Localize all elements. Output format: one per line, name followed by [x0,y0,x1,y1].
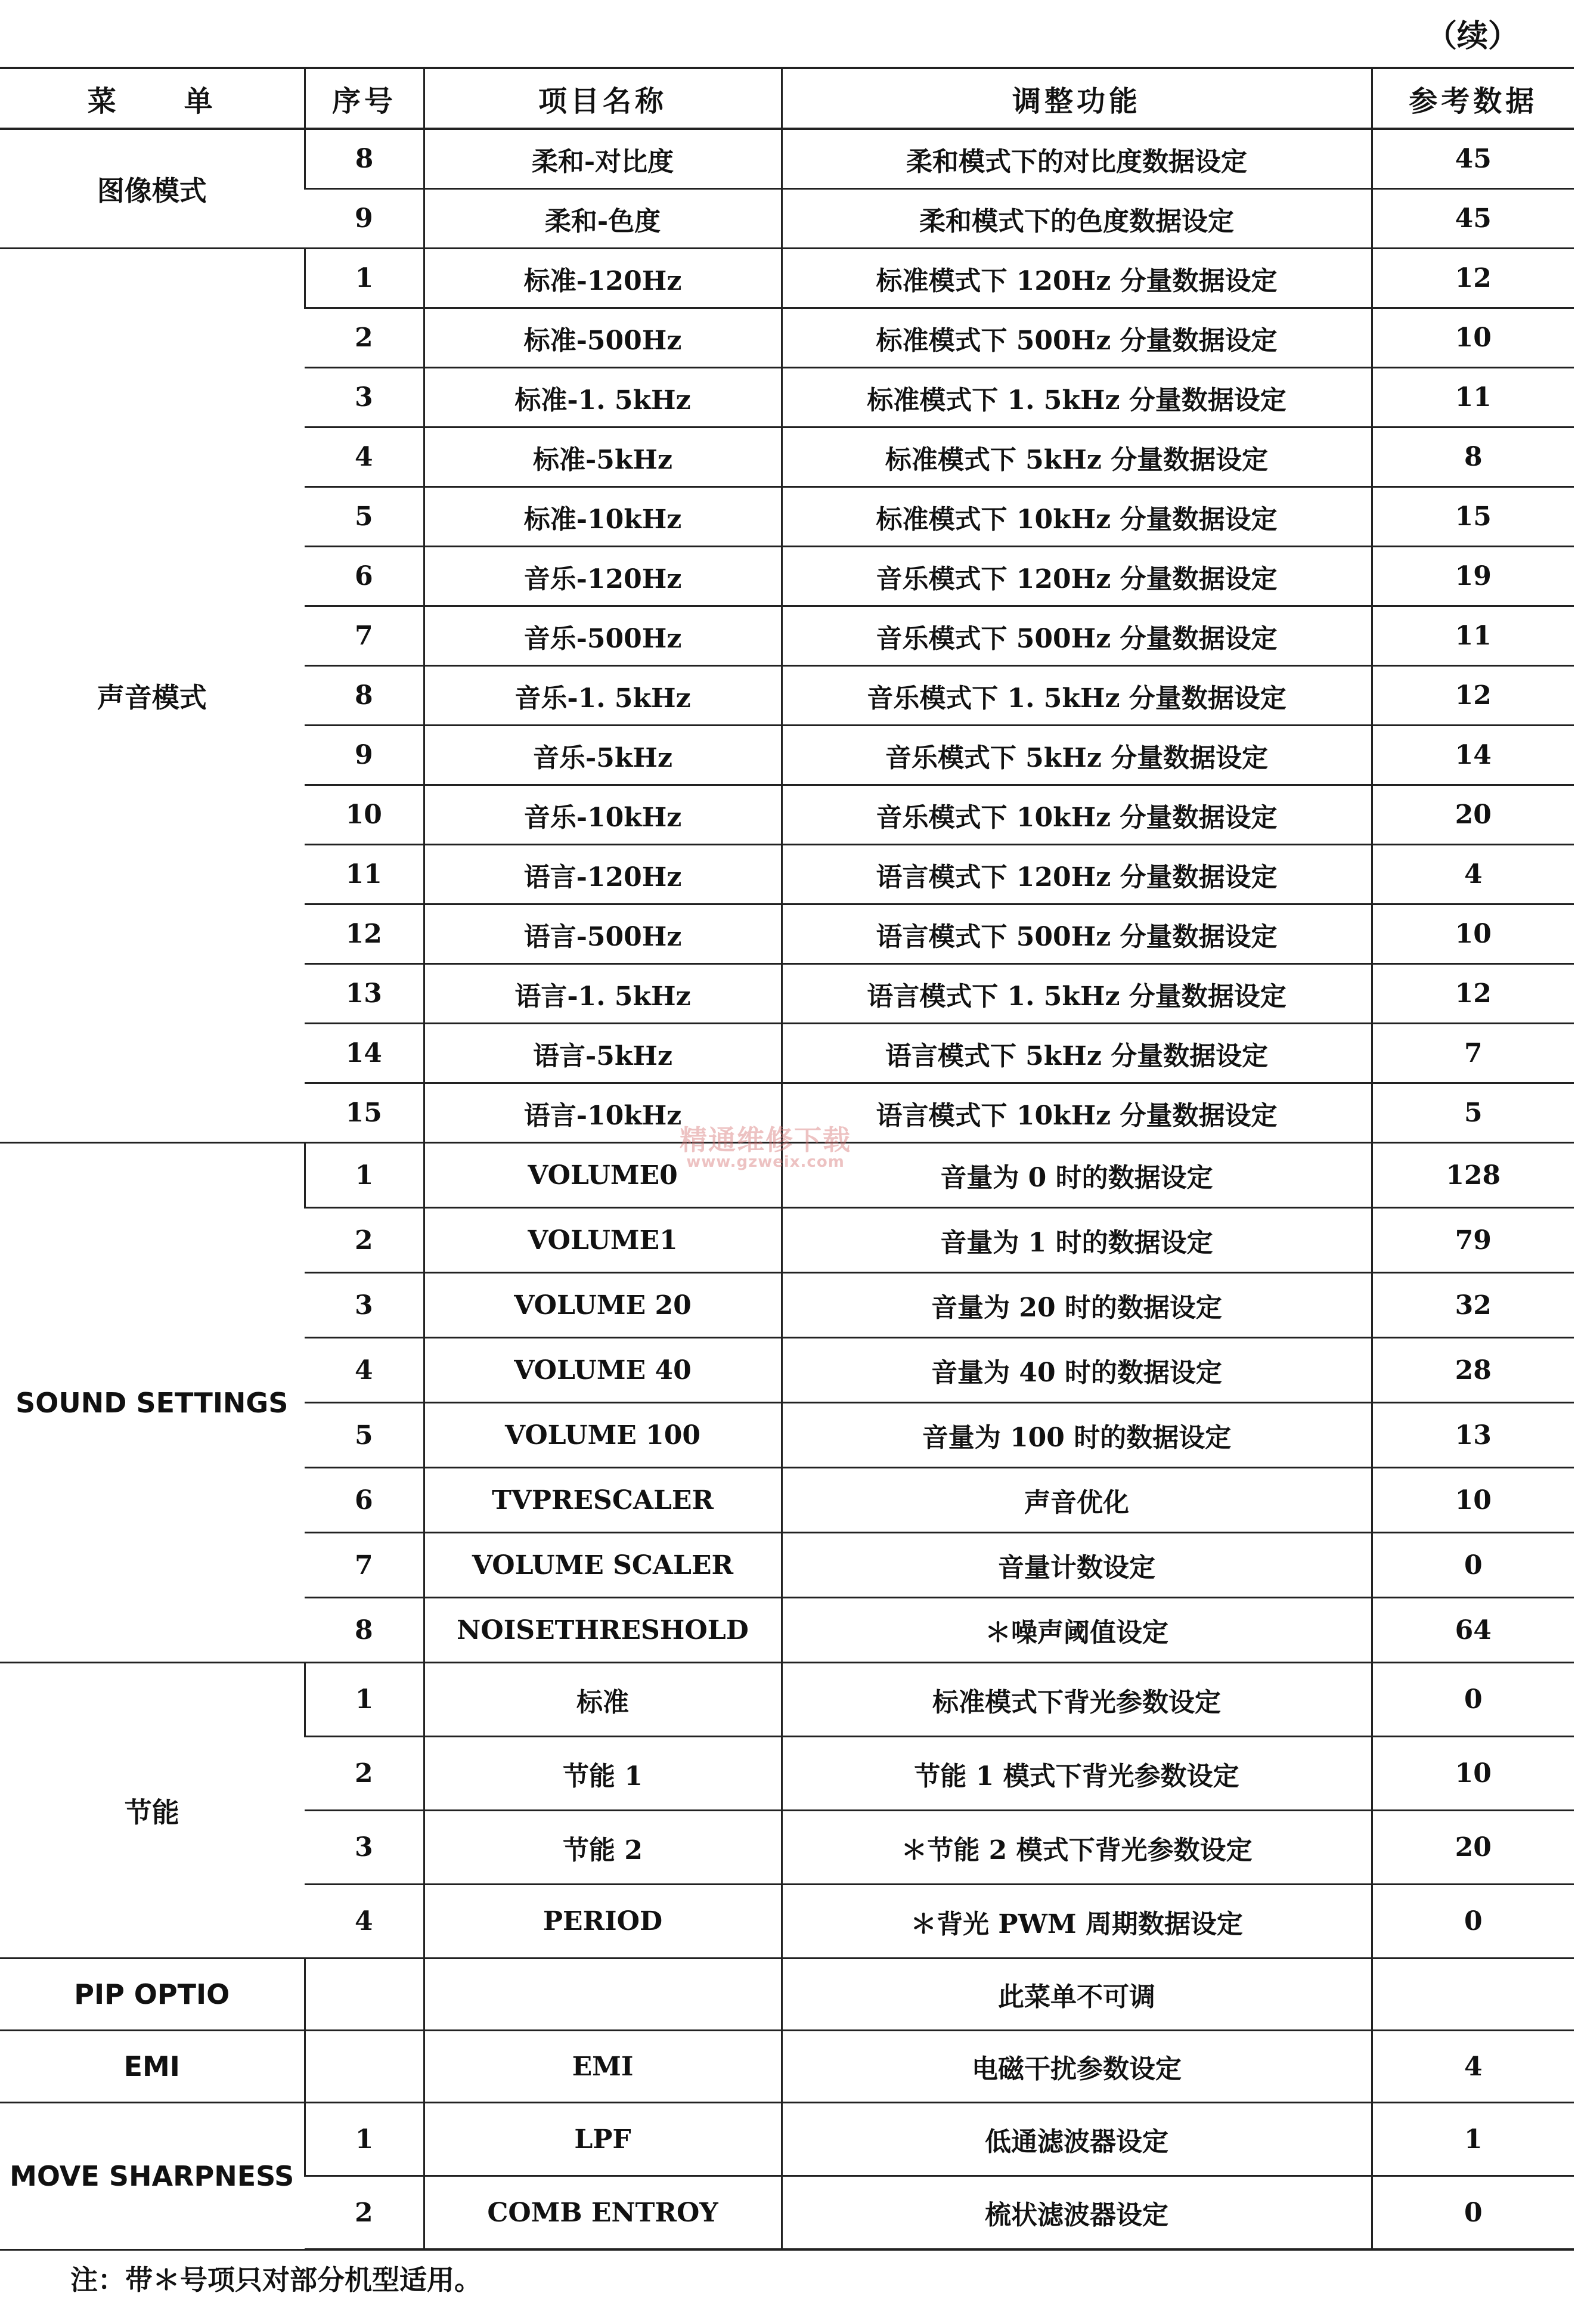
item-name-cell [424,1959,782,2031]
function-cell: 标准模式下 1. 5kHz 分量数据设定 [782,368,1372,427]
item-name-cell: 语言-120Hz [424,845,782,904]
menu-cell: SOUND SETTINGS [0,1143,305,1663]
continued-label: （续） [1425,18,1519,54]
item-name-cell: LPF [424,2103,782,2176]
number-cell: 8 [305,1598,424,1663]
number-cell: 9 [305,189,424,249]
number-cell [305,2031,424,2103]
reference-value-cell: 20 [1372,785,1574,845]
function-cell: 标准模式下 10kHz 分量数据设定 [782,487,1372,547]
item-name-cell: 音乐-5kHz [424,726,782,785]
reference-value-cell: 4 [1372,845,1574,904]
reference-value-cell: 10 [1372,1737,1574,1811]
watermark [680,1126,851,1171]
item-name-cell: 节能 2 [424,1811,782,1885]
number-cell: 7 [305,1533,424,1598]
item-name-cell: 语言-1. 5kHz [424,964,782,1024]
reference-value-cell: 13 [1372,1403,1574,1468]
reference-value-cell: 45 [1372,189,1574,249]
function-cell: 音量为 100 时的数据设定 [782,1403,1372,1468]
number-cell: 1 [305,1143,424,1208]
reference-value-cell: 64 [1372,1598,1574,1663]
function-cell: 语言模式下 120Hz 分量数据设定 [782,845,1372,904]
item-name-cell: 语言-500Hz [424,904,782,964]
reference-value-cell: 20 [1372,1811,1574,1885]
reference-value-cell: 0 [1372,1663,1574,1737]
function-cell: 低通滤波器设定 [782,2103,1372,2176]
reference-value-cell: 19 [1372,547,1574,606]
number-cell: 14 [305,1024,424,1083]
table-row [0,1663,1574,1737]
table-row [0,2031,1574,2103]
item-name-cell: 音乐-500Hz [424,606,782,666]
number-cell: 11 [305,845,424,904]
function-cell: 音乐模式下 5kHz 分量数据设定 [782,726,1372,785]
item-name-cell: VOLUME 40 [424,1338,782,1403]
function-cell: 柔和模式下的色度数据设定 [782,189,1372,249]
reference-value-cell: 128 [1372,1143,1574,1208]
reference-value-cell: 32 [1372,1273,1574,1338]
number-cell: 3 [305,368,424,427]
table-header-row [0,68,1574,129]
number-cell: 1 [305,2103,424,2176]
number-cell: 10 [305,785,424,845]
table-row [0,129,1574,189]
menu-cell: EMI [0,2031,305,2103]
reference-value-cell: 1 [1372,2103,1574,2176]
header-menu: 菜 单 [0,68,305,129]
number-cell: 5 [305,487,424,547]
number-cell: 4 [305,1885,424,1959]
item-name-cell: 语言-10kHz [424,1083,782,1143]
number-cell: 6 [305,547,424,606]
function-cell: 节能 1 模式下背光参数设定 [782,1737,1372,1811]
item-name-cell: 音乐-10kHz [424,785,782,845]
function-cell: 电磁干扰参数设定 [782,2031,1372,2103]
function-cell: 音乐模式下 10kHz 分量数据设定 [782,785,1372,845]
table-row [0,2103,1574,2176]
reference-value-cell [1372,1959,1574,2031]
function-cell: 音量为 1 时的数据设定 [782,1208,1372,1273]
reference-value-cell: 28 [1372,1338,1574,1403]
function-cell: 音量为 40 时的数据设定 [782,1338,1372,1403]
number-cell: 9 [305,726,424,785]
header-function: 调整功能 [782,68,1372,129]
item-name-cell: 标准-120Hz [424,249,782,308]
function-cell: 梳状滤波器设定 [782,2176,1372,2250]
number-cell: 2 [305,2176,424,2250]
function-cell: 标准模式下背光参数设定 [782,1663,1372,1737]
function-cell: ＊噪声阈值设定 [782,1598,1372,1663]
menu-cell: MOVE SHARPNESS [0,2103,305,2250]
table-body [0,129,1574,2249]
menu-cell: 图像模式 [0,129,305,249]
item-name-cell: VOLUME 20 [424,1273,782,1338]
item-name-cell: TVPRESCALER [424,1468,782,1533]
table-row [0,249,1574,308]
function-cell: 标准模式下 500Hz 分量数据设定 [782,308,1372,368]
reference-value-cell: 0 [1372,1533,1574,1598]
reference-value-cell: 0 [1372,1885,1574,1959]
item-name-cell: 柔和-色度 [424,189,782,249]
function-cell: 音乐模式下 500Hz 分量数据设定 [782,606,1372,666]
function-cell: 标准模式下 5kHz 分量数据设定 [782,427,1372,487]
item-name-cell: 音乐-120Hz [424,547,782,606]
item-name-cell: 音乐-1. 5kHz [424,666,782,726]
header-reference-value: 参考数据 [1372,68,1574,129]
reference-value-cell: 11 [1372,606,1574,666]
number-cell: 8 [305,129,424,189]
function-cell: 音乐模式下 1. 5kHz 分量数据设定 [782,666,1372,726]
function-cell: 语言模式下 500Hz 分量数据设定 [782,904,1372,964]
number-cell: 2 [305,308,424,368]
item-name-cell: VOLUME 100 [424,1403,782,1468]
watermark-title: 精通维修下载 [680,1124,851,1156]
number-cell: 2 [305,1208,424,1273]
function-cell: 此菜单不可调 [782,1959,1372,2031]
reference-value-cell: 12 [1372,666,1574,726]
number-cell: 6 [305,1468,424,1533]
number-cell: 12 [305,904,424,964]
reference-value-cell: 10 [1372,1468,1574,1533]
item-name-cell: 标准 [424,1663,782,1737]
item-name-cell: EMI [424,2031,782,2103]
reference-value-cell: 8 [1372,427,1574,487]
number-cell: 2 [305,1737,424,1811]
reference-value-cell: 45 [1372,129,1574,189]
item-name-cell: 柔和-对比度 [424,129,782,189]
function-cell: ＊节能 2 模式下背光参数设定 [782,1811,1372,1885]
item-name-cell: COMB ENTROY [424,2176,782,2250]
reference-value-cell: 15 [1372,487,1574,547]
reference-value-cell: 7 [1372,1024,1574,1083]
number-cell: 15 [305,1083,424,1143]
reference-value-cell: 12 [1372,964,1574,1024]
number-cell: 1 [305,249,424,308]
number-cell [305,1959,424,2031]
item-name-cell: 标准-5kHz [424,427,782,487]
reference-value-cell: 12 [1372,249,1574,308]
function-cell: 音量计数设定 [782,1533,1372,1598]
item-name-cell: VOLUME SCALER [424,1533,782,1598]
reference-value-cell: 4 [1372,2031,1574,2103]
reference-value-cell: 11 [1372,368,1574,427]
function-cell: 语言模式下 5kHz 分量数据设定 [782,1024,1372,1083]
function-cell: 标准模式下 120Hz 分量数据设定 [782,249,1372,308]
reference-value-cell: 10 [1372,308,1574,368]
reference-value-cell: 5 [1372,1083,1574,1143]
watermark-url: www.gzweix.com [686,1153,845,1172]
item-name-cell: 标准-500Hz [424,308,782,368]
function-cell: 语言模式下 10kHz 分量数据设定 [782,1083,1372,1143]
reference-value-cell: 79 [1372,1208,1574,1273]
function-cell: 语言模式下 1. 5kHz 分量数据设定 [782,964,1372,1024]
header-item-name: 项目名称 [424,68,782,129]
function-cell: 音量为 20 时的数据设定 [782,1273,1372,1338]
item-name-cell: NOISETHRESHOLD [424,1598,782,1663]
item-name-cell: VOLUME0 [424,1143,782,1208]
number-cell: 4 [305,427,424,487]
number-cell: 7 [305,606,424,666]
function-cell: ＊背光 PWM 周期数据设定 [782,1885,1372,1959]
function-cell: 柔和模式下的对比度数据设定 [782,129,1372,189]
item-name-cell: PERIOD [424,1885,782,1959]
number-cell: 3 [305,1811,424,1885]
reference-value-cell: 14 [1372,726,1574,785]
item-name-cell: VOLUME1 [424,1208,782,1273]
function-cell: 音乐模式下 120Hz 分量数据设定 [782,547,1372,606]
number-cell: 13 [305,964,424,1024]
number-cell: 5 [305,1403,424,1468]
function-cell: 音量为 0 时的数据设定 [782,1143,1372,1208]
item-name-cell: 标准-10kHz [424,487,782,547]
item-name-cell: 节能 1 [424,1737,782,1811]
table-row [0,1959,1574,2031]
menu-cell: 声音模式 [0,249,305,1143]
reference-value-cell: 0 [1372,2176,1574,2250]
reference-value-cell: 10 [1372,904,1574,964]
number-cell: 8 [305,666,424,726]
header-number: 序号 [305,68,424,129]
item-name-cell: 语言-5kHz [424,1024,782,1083]
footnote: 注：带＊号项只对部分机型适用。 [70,2264,482,2296]
function-cell: 声音优化 [782,1468,1372,1533]
menu-cell: PIP OPTIO [0,1959,305,2031]
number-cell: 1 [305,1663,424,1737]
number-cell: 3 [305,1273,424,1338]
menu-cell: 节能 [0,1663,305,1959]
item-name-cell: 标准-1. 5kHz [424,368,782,427]
number-cell: 4 [305,1338,424,1403]
